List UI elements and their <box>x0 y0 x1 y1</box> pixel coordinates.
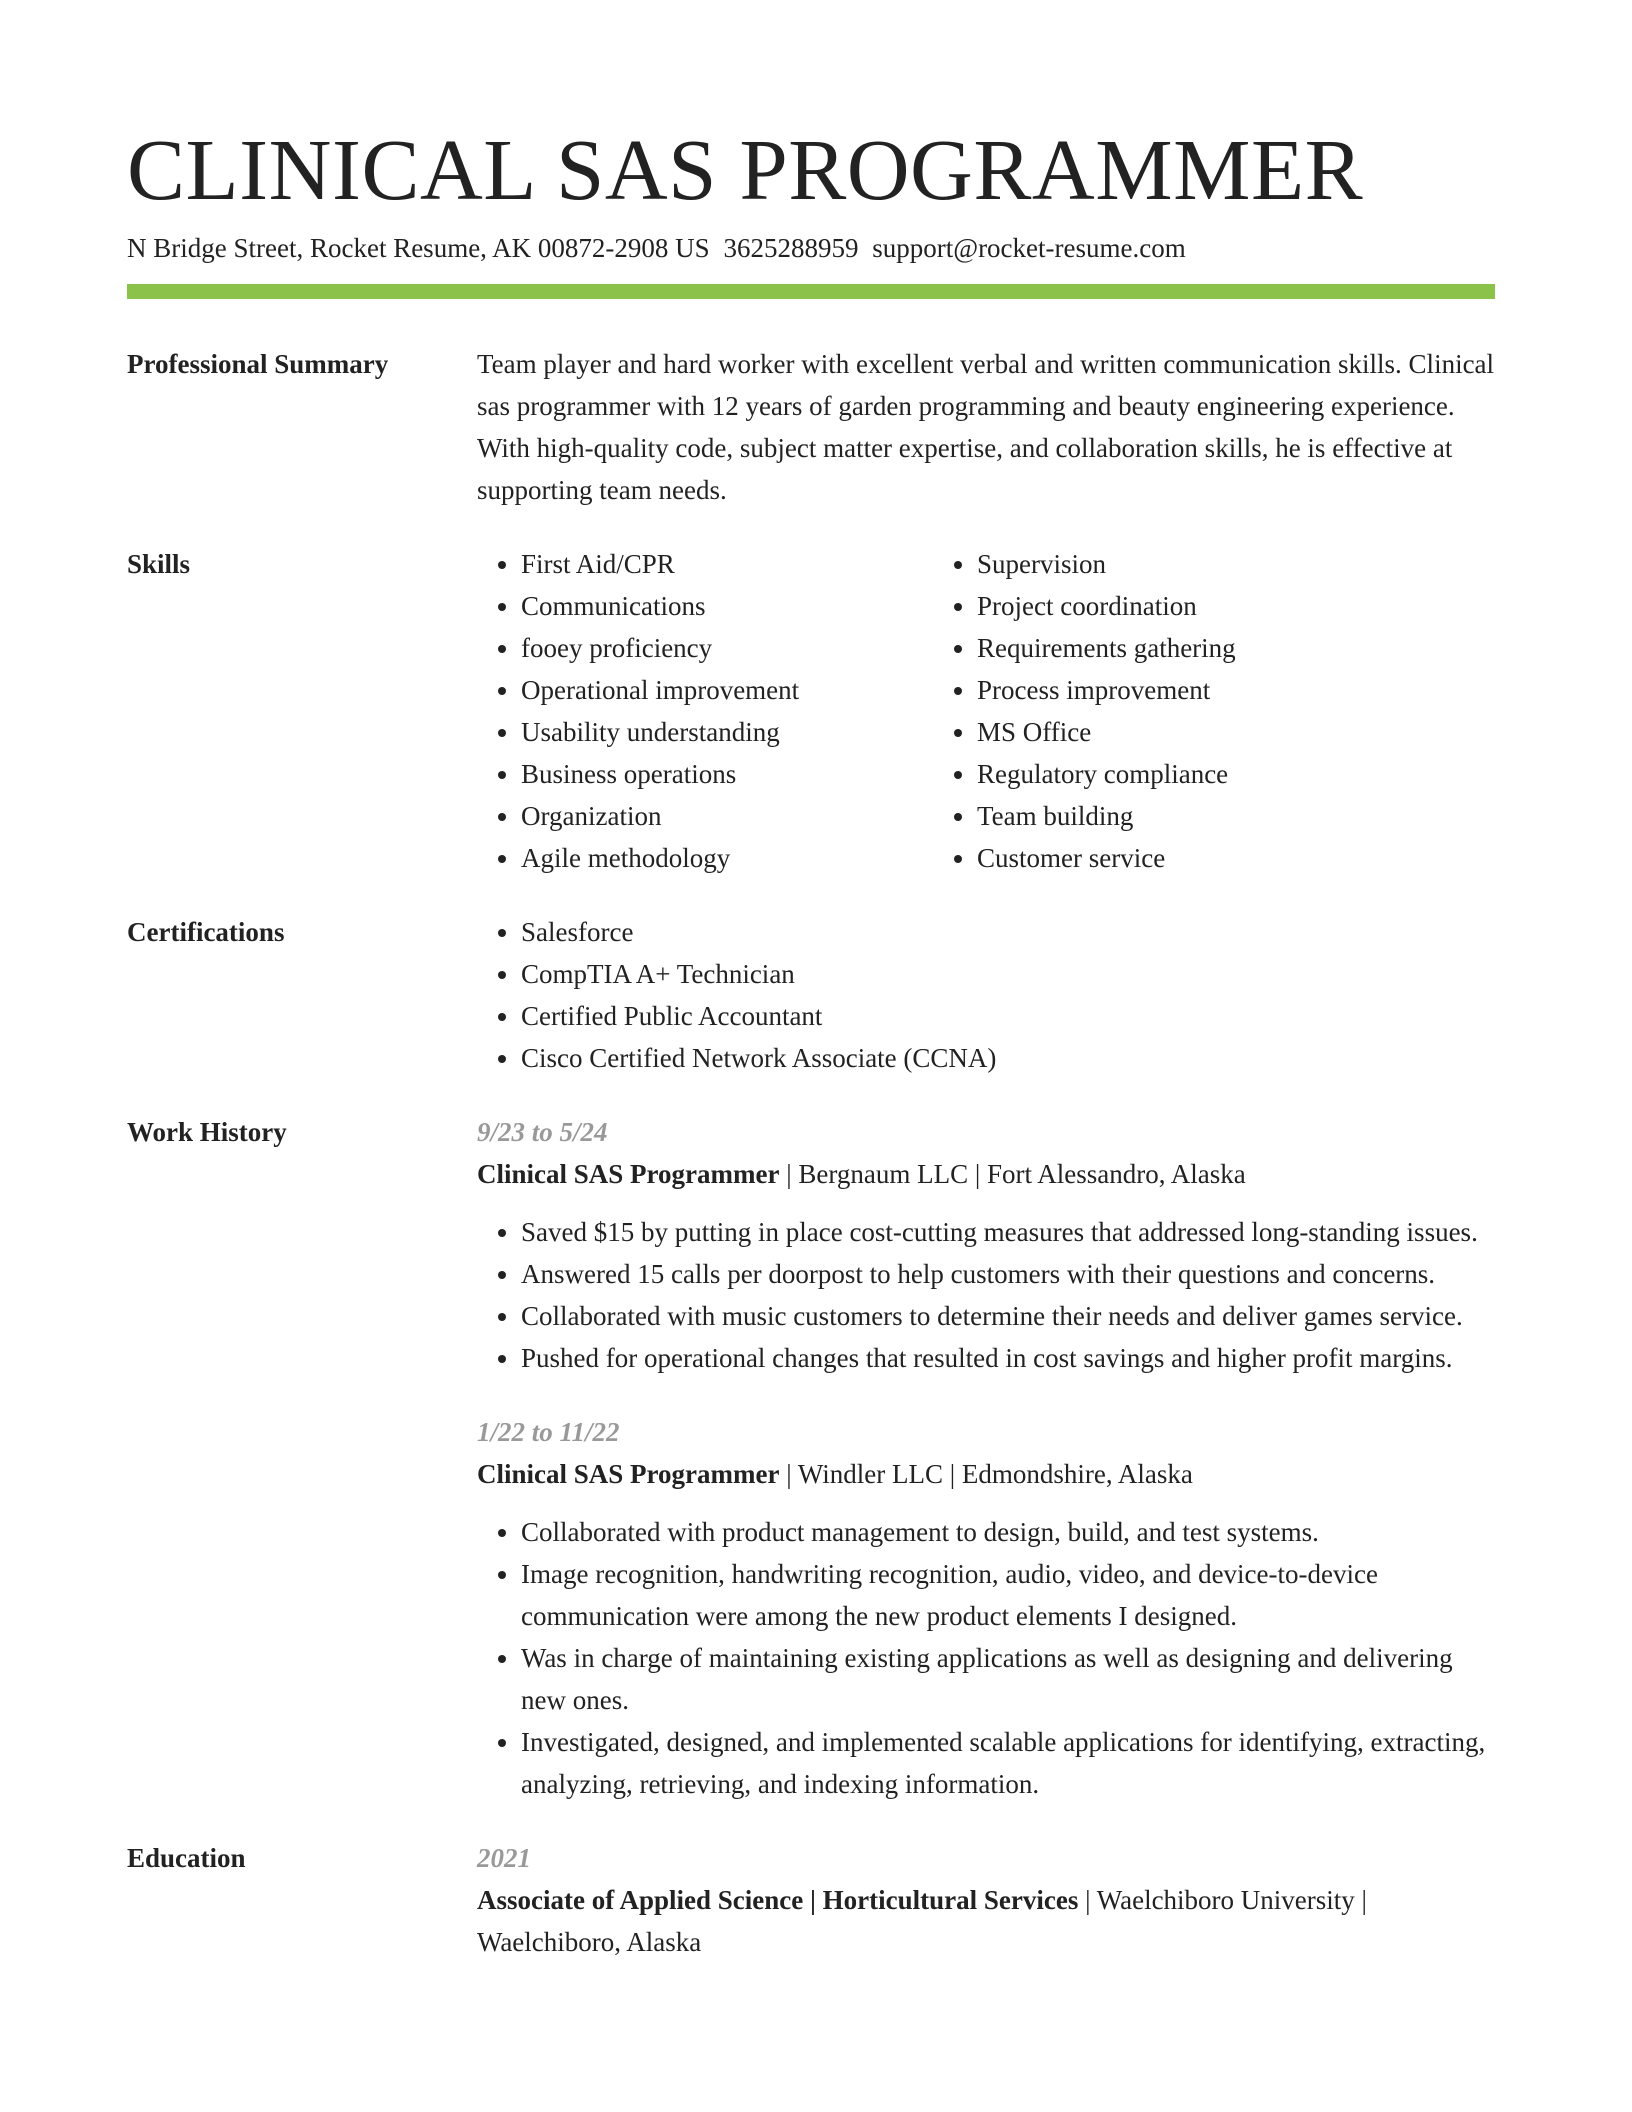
skill-item: • Operational improvement <box>521 669 933 711</box>
skill-item: • Communications <box>521 585 933 627</box>
job-bullets <box>477 1211 1495 1379</box>
skills-section <box>127 543 1495 879</box>
skill-item: • Agile methodology <box>521 837 933 879</box>
skill-item: • Usability understanding <box>521 711 933 753</box>
education-year: 2021 <box>477 1843 531 1873</box>
contact-email: support@rocket-resume.com <box>872 233 1186 263</box>
job-bullet: • Image recognition, handwriting recognition, audio, video, and device-to-device communication were among the new product elements I designed. <box>521 1553 1495 1637</box>
resume-sections <box>127 343 1495 1995</box>
skill-item: • Process improvement <box>977 669 1433 711</box>
resume-name-title: CLINICAL SAS PROGRAMMER <box>127 121 1364 218</box>
education-school-location: | Waelchiboro University | Waelchiboro, Alaska <box>477 1885 1367 1957</box>
job-role: Clinical SAS Programmer <box>477 1459 780 1489</box>
contact-address: N Bridge Street, Rocket Resume, AK 00872-2908 US <box>127 233 710 263</box>
job-entry <box>477 1111 1495 1379</box>
job-role: Clinical SAS Programmer <box>477 1159 780 1189</box>
certifications-list <box>477 911 1495 1079</box>
skill-item: • Customer service <box>977 837 1433 879</box>
certification-item: • Cisco Certified Network Associate (CCNA) <box>521 1037 1495 1079</box>
skill-item: • Project coordination <box>977 585 1433 627</box>
summary-section <box>127 343 1495 511</box>
job-company-location: | Windler LLC | Edmondshire, Alaska <box>779 1459 1193 1489</box>
job-company-location: | Bergnaum LLC | Fort Alessandro, Alaska <box>779 1159 1246 1189</box>
education-line <box>477 1879 1495 1963</box>
certification-item: • Salesforce <box>521 911 1495 953</box>
section-title-summary: Professional Summary <box>127 349 389 379</box>
skills-list-column-2 <box>933 543 1433 879</box>
section-title-certifications: Certifications <box>127 917 285 947</box>
job-bullets <box>477 1511 1495 1805</box>
skill-item: • Regulatory compliance <box>977 753 1433 795</box>
header-divider <box>127 284 1495 299</box>
job-bullet: • Collaborated with product management to design, build, and test systems. <box>521 1511 1495 1553</box>
job-bullet: • Was in charge of maintaining existing applications as well as designing and delivering new ones. <box>521 1637 1495 1721</box>
certification-item: • CompTIA A+ Technician <box>521 953 1495 995</box>
job-dates: 9/23 to 5/24 <box>477 1117 608 1147</box>
skill-item: • Team building <box>977 795 1433 837</box>
job-bullet: • Answered 15 calls per doorpost to help customers with their questions and concerns. <box>521 1253 1495 1295</box>
certifications-section <box>127 911 1495 1079</box>
contact-phone: 3625288959 <box>723 233 859 263</box>
job-entry <box>477 1411 1495 1805</box>
section-title-education: Education <box>127 1843 246 1873</box>
skill-item: • Requirements gathering <box>977 627 1433 669</box>
contact-line <box>127 231 1186 266</box>
section-title-work-history: Work History <box>127 1117 287 1147</box>
work-history-section <box>127 1111 1495 1805</box>
skill-item: • Supervision <box>977 543 1433 585</box>
job-bullet: • Investigated, designed, and implemented scalable applications for identifying, extracting, analyzing, retrieving, and indexing information. <box>521 1721 1495 1805</box>
certification-item: • Certified Public Accountant <box>521 995 1495 1037</box>
skill-item: • MS Office <box>977 711 1433 753</box>
job-bullet: • Collaborated with music customers to determine their needs and deliver games service. <box>521 1295 1495 1337</box>
job-dates: 1/22 to 11/22 <box>477 1417 620 1447</box>
education-section <box>127 1837 1495 1963</box>
skill-item: • Business operations <box>521 753 933 795</box>
job-bullet: • Pushed for operational changes that resulted in cost savings and higher profit margins. <box>521 1337 1495 1379</box>
job-bullet: • Saved $15 by putting in place cost-cutting measures that addressed long-standing issues. <box>521 1211 1495 1253</box>
skills-list-column-1 <box>477 543 933 879</box>
job-role-line <box>477 1153 1495 1195</box>
summary-text: Team player and hard worker with excellent verbal and written communication skills. Clinical sas programmer with 12 years of garden programming and beauty engineering experience. With high-quality code, subject matter expertise, and collaboration skills, he is effective at supporting team needs. <box>477 349 1495 505</box>
skill-item: • Organization <box>521 795 933 837</box>
education-degree: Associate of Applied Science | Horticultural Services <box>477 1885 1079 1915</box>
skill-item: • First Aid/CPR <box>521 543 933 585</box>
job-role-line <box>477 1453 1495 1495</box>
skill-item: • fooey proficiency <box>521 627 933 669</box>
section-title-skills: Skills <box>127 549 191 579</box>
